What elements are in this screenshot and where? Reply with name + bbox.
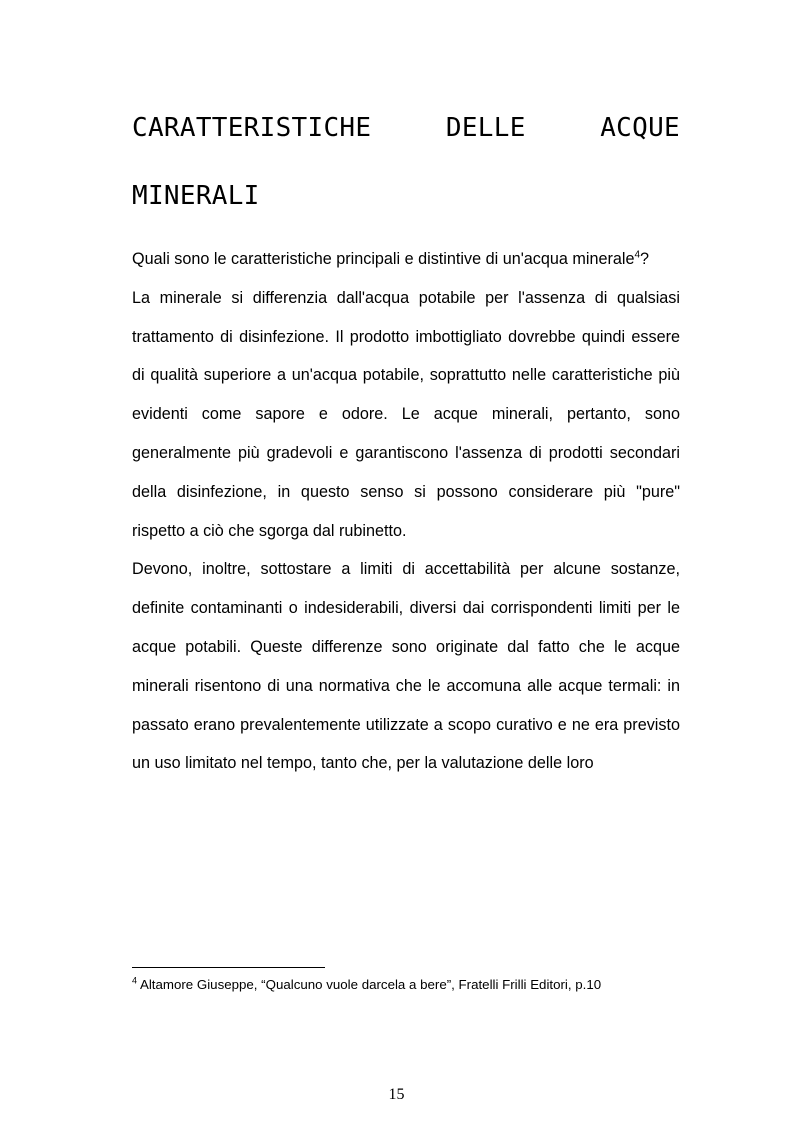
- footnote-number: 4: [132, 975, 138, 986]
- question-paragraph: [132, 240, 680, 279]
- chapter-title-line-2: MINERALI: [132, 181, 260, 211]
- paragraph-2: Devono, inoltre, sottostare a limiti di accettabilità per alcune sostanze, definite contaminanti o indesiderabili, diversi dai corrispondenti limiti per le acque potabili. Queste differenze sono originate dal fatto che le acque minerali risentono di una normativa che le accomuna alle acque termali: in passato erano prevalentemente utilizzate a scopo curativo e ne era previsto un uso limitato nel tempo, tanto che, per la valutazione delle loro: [132, 560, 680, 773]
- page-number: 15: [388, 1086, 405, 1103]
- footnote-separator: [132, 967, 325, 968]
- body-text: [132, 240, 680, 783]
- question-mark: ?: [640, 250, 650, 268]
- chapter-title-line-1: [132, 115, 680, 141]
- footnote: [132, 974, 692, 996]
- question-text: Quali sono le caratteristiche principali e distintive di un'acqua minerale: [132, 250, 635, 268]
- title-word-3: ACQUE: [600, 113, 680, 143]
- paragraph-1: La minerale si differenzia dall'acqua potabile per l'assenza di qualsiasi trattamento di disinfezione. Il prodotto imbottigliato dovrebbe quindi essere di qualità superiore a un'acqua potabile, soprattutto nelle caratteristiche più evidenti come sapore e odore. Le acque minerali, pertanto, sono generalmente più gradevoli e garantiscono l'assenza di prodotti secondari della disinfezione, in questo senso si possono considerare più "pure" rispetto a ciò che sgorga dal rubinetto.: [132, 288, 680, 540]
- title-word-2: DELLE: [445, 113, 526, 143]
- footnote-reference[interactable]: 4: [634, 249, 641, 261]
- title-word-1: CARATTERISTICHE: [132, 113, 372, 143]
- footnote-text: Altamore Giuseppe, “Qualcuno vuole darcela a bere”, Fratelli Frilli Editori, p.10: [137, 977, 602, 992]
